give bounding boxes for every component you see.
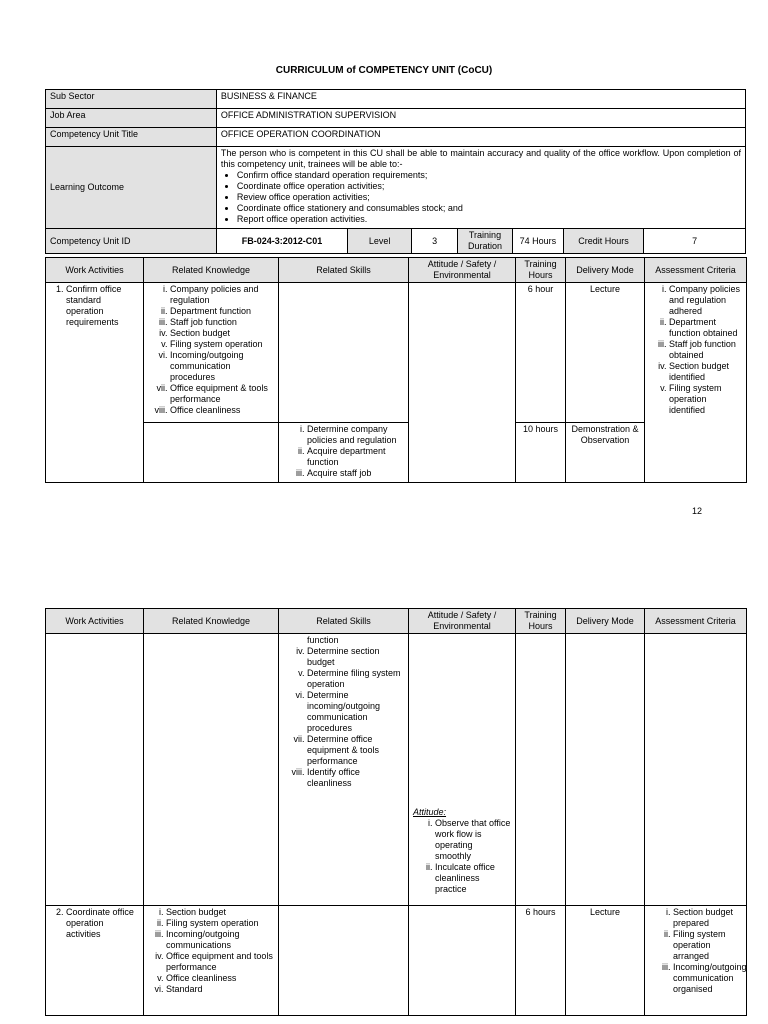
knowledge-item: vi. Incoming/outgoing communication procedures [170, 350, 274, 383]
training-duration-label: Training Duration [458, 229, 513, 254]
knowledge-item: iv. Office equipment and tools performance [166, 951, 274, 973]
skills-continued-cell [279, 634, 409, 906]
skills-cell [279, 423, 409, 483]
level-label: Level [348, 229, 412, 254]
knowledge-item: i. Company policies and regulation [170, 284, 274, 306]
knowledge-item: viii. Office cleanliness [170, 405, 274, 416]
hours-demonstration: 10 hours [516, 423, 566, 483]
criteria-item: v. Filing system operation identified [669, 383, 742, 416]
criteria-item: iii. Staff job function obtained [669, 339, 742, 361]
work-activity-1: 1. Confirm office standard operation requirements [66, 284, 139, 328]
header-training-hours: Training Hours [516, 258, 566, 283]
skills-item: vi. Determine incoming/outgoing communication procedures [307, 690, 404, 734]
skills-item: iv. Determine section budget [307, 646, 404, 668]
header-related-skills: Related Skills [279, 609, 409, 634]
knowledge-cell-empty [144, 423, 279, 483]
work-activity-cell [46, 283, 144, 483]
header-work-activities: Work Activities [46, 258, 144, 283]
cocu-table-page1 [45, 89, 746, 254]
attitude-label: Attitude: [413, 807, 447, 817]
criteria-item: iii. Incoming/outgoing communication organised [673, 962, 742, 995]
knowledge-item: ii. Department function [170, 306, 274, 317]
skills-cell-empty [279, 906, 409, 1016]
attitude-cell [409, 634, 516, 906]
criteria-cell [645, 906, 747, 1016]
criteria-item: i. Company policies and regulation adhered [669, 284, 742, 317]
sub-sector-label: Sub Sector [46, 90, 217, 109]
header-work-activities: Work Activities [46, 609, 144, 634]
hours-lecture: 6 hour [516, 283, 566, 423]
cu-title-value: OFFICE OPERATION COORDINATION [216, 128, 745, 147]
criteria-cell-empty [645, 634, 747, 906]
learning-outcome-item: • Review office operation activities; [237, 192, 741, 203]
skills-item: viii. Identify office cleanliness [307, 767, 404, 789]
learning-outcome-intro: The person who is competent in this CU shall be able to maintain accuracy and quality of the office workflow. Upon completion of this competency unit, trainees will be able to:- [220, 148, 741, 169]
header-assessment-criteria: Assessment Criteria [645, 609, 747, 634]
criteria-item: ii. Department function obtained [669, 317, 742, 339]
work-activity-cell [46, 906, 144, 1016]
skills-cell-empty [279, 283, 409, 423]
delivery-demonstration: Demonstration & Observation [566, 423, 645, 483]
learning-outcome-item: • Confirm office standard operation requirements; [237, 170, 741, 181]
attitude-block [413, 807, 511, 895]
learning-outcome-item: • Report office operation activities. [237, 214, 741, 225]
knowledge-item: iii. Staff job function [170, 317, 274, 328]
sub-sector-value: BUSINESS & FINANCE [216, 90, 745, 109]
knowledge-item: ii. Filing system operation [166, 918, 274, 929]
attitude-item: ii. Inculcate office cleanliness practice [435, 862, 511, 895]
knowledge-item: v. Filing system operation [170, 339, 274, 350]
header-related-skills: Related Skills [279, 258, 409, 283]
job-area-label: Job Area [46, 109, 217, 128]
hours-cell-empty [516, 634, 566, 906]
job-area-value: OFFICE ADMINISTRATION SUPERVISION [216, 109, 745, 128]
skills-continued-first: function [307, 635, 339, 645]
delivery-lecture: Lecture [566, 283, 645, 423]
header-related-knowledge: Related Knowledge [144, 609, 279, 634]
attitude-cell-empty [409, 906, 516, 1016]
knowledge-cell [144, 283, 279, 423]
learning-outcome-value [216, 147, 745, 229]
header-attitude: Attitude / Safety / Environmental [409, 609, 516, 634]
activities-table-page1 [45, 257, 747, 483]
header-delivery-mode: Delivery Mode [566, 609, 645, 634]
credit-hours-label: Credit Hours [563, 229, 643, 254]
learning-outcome-item: • Coordinate office stationery and consumables stock; and [237, 203, 741, 214]
header-training-hours: Training Hours [516, 609, 566, 634]
header-related-knowledge: Related Knowledge [144, 258, 279, 283]
attitude-item: i. Observe that office work flow is operating smoothly [435, 818, 511, 862]
skills-item: v. Determine filing system operation [307, 668, 404, 690]
header-assessment-criteria: Assessment Criteria [645, 258, 747, 283]
activities-table-page2 [45, 608, 747, 1016]
criteria-item: i. Section budget prepared [673, 907, 742, 929]
page-number: 12 [692, 506, 703, 516]
knowledge-item: iii. Incoming/outgoing communications [166, 929, 274, 951]
cu-id-value: FB-024-3:2012-C01 [216, 229, 347, 254]
knowledge-item: vii. Office equipment & tools performance [170, 383, 274, 405]
skills-item: ii. Acquire department function [307, 446, 404, 468]
header-attitude: Attitude / Safety / Environmental [409, 258, 516, 283]
criteria-item: iv. Section budget identified [669, 361, 742, 383]
work-activity-cell-empty [46, 634, 144, 906]
skills-item: iii. Acquire staff job [307, 468, 404, 479]
header-delivery-mode: Delivery Mode [566, 258, 645, 283]
learning-outcome-label: Learning Outcome [46, 147, 217, 229]
level-value: 3 [412, 229, 458, 254]
cu-title-label: Competency Unit Title [46, 128, 217, 147]
work-activity-2: 2. Coordinate office operation activities [66, 907, 139, 940]
credit-hours-value: 7 [644, 229, 746, 254]
skills-item: vii. Determine office equipment & tools performance [307, 734, 404, 767]
document-title: CURRICULUM of COMPETENCY UNIT (CoCU) [275, 65, 493, 76]
learning-outcome-item: • Coordinate office operation activities; [237, 181, 741, 192]
criteria-cell [645, 283, 747, 483]
knowledge-item: v. Office cleanliness [166, 973, 274, 984]
knowledge-item: vi. Standard [166, 984, 274, 995]
knowledge-cell [144, 906, 279, 1016]
cu-id-label: Competency Unit ID [46, 229, 217, 254]
knowledge-cell-empty [144, 634, 279, 906]
attitude-cell [409, 283, 516, 483]
skills-item: i. Determine company policies and regulation [307, 424, 404, 446]
delivery-cell-empty [566, 634, 645, 906]
knowledge-item: iv. Section budget [170, 328, 274, 339]
knowledge-item: i. Section budget [166, 907, 274, 918]
training-duration-value: 74 Hours [512, 229, 563, 254]
criteria-item: ii. Filing system operation arranged [673, 929, 742, 962]
hours-lecture-2: 6 hours [516, 906, 566, 1016]
delivery-lecture-2: Lecture [566, 906, 645, 1016]
